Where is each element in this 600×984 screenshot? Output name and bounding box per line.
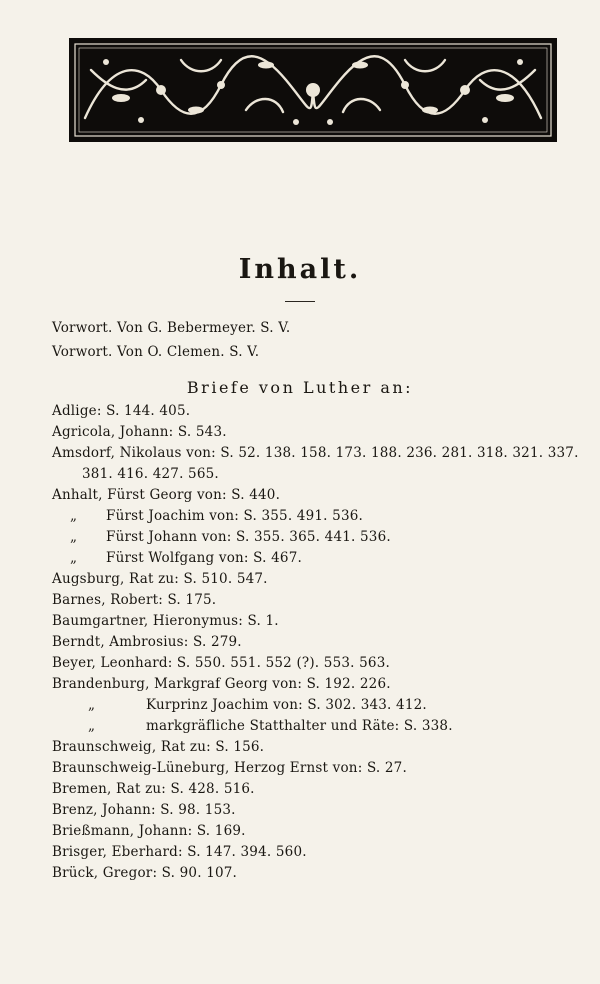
index-entry: Anhalt, Fürst Georg von: S. 440.: [52, 487, 281, 503]
index-entry: Braunschweig-Lüneburg, Herzog Ernst von: S. 27.: [52, 760, 407, 776]
heading-rule: [285, 301, 315, 302]
ditto-mark: „: [70, 529, 77, 545]
index-entry-continuation: 381. 416. 427. 565.: [82, 466, 219, 482]
index-entry: Augsburg, Rat zu: S. 510. 547.: [52, 571, 268, 587]
index-entry: Brießmann, Johann: S. 169.: [52, 823, 246, 839]
index-entry: Kurprinz Joachim von: S. 302. 343. 412.: [146, 697, 427, 713]
preface-line: Vorwort. Von G. Bebermeyer. S. V.: [52, 320, 291, 336]
index-entry: Brisger, Eberhard: S. 147. 394. 560.: [52, 844, 307, 860]
index-entry: Adlige: S. 144. 405.: [52, 403, 191, 419]
index-entry: Berndt, Ambrosius: S. 279.: [52, 634, 242, 650]
index-entry: Braunschweig, Rat zu: S. 156.: [52, 739, 265, 755]
index-entry: Barnes, Robert: S. 175.: [52, 592, 217, 608]
ditto-mark: „: [70, 508, 77, 524]
floral-scroll-ornament: [71, 40, 555, 140]
index-entry: Agricola, Johann: S. 543.: [52, 424, 227, 440]
index-entry: Brandenburg, Markgraf Georg von: S. 192. 226.: [52, 676, 391, 692]
index-entry: Baumgartner, Hieronymus: S. 1.: [52, 613, 279, 629]
index-entry: Fürst Johann von: S. 355. 365. 441. 536.: [106, 529, 391, 545]
ditto-mark: „: [70, 550, 77, 566]
index-entry: Beyer, Leonhard: S. 550. 551. 552 (?). 553. 563.: [52, 655, 391, 671]
index-entry: Brück, Gregor: S. 90. 107.: [52, 865, 238, 881]
preface-line: Vorwort. Von O. Clemen. S. V.: [52, 344, 260, 360]
index-entry: Fürst Joachim von: S. 355. 491. 536.: [106, 508, 364, 524]
contents-heading: Inhalt.: [238, 254, 362, 285]
index-entry: Brenz, Johann: S. 98. 153.: [52, 802, 236, 818]
ditto-mark: „: [88, 718, 95, 734]
ornamental-headpiece: [69, 38, 557, 142]
index-entry: Fürst Wolfgang von: S. 467.: [106, 550, 302, 566]
index-entry: markgräfliche Statthalter und Räte: S. 338.: [146, 718, 453, 734]
index-entry: Amsdorf, Nikolaus von: S. 52. 138. 158. 173. 188. 236. 281. 318. 321. 337.: [52, 445, 579, 461]
index-entry: Bremen, Rat zu: S. 428. 516.: [52, 781, 255, 797]
section-title: Briefe von Luther an:: [186, 378, 414, 397]
ditto-mark: „: [88, 697, 95, 713]
